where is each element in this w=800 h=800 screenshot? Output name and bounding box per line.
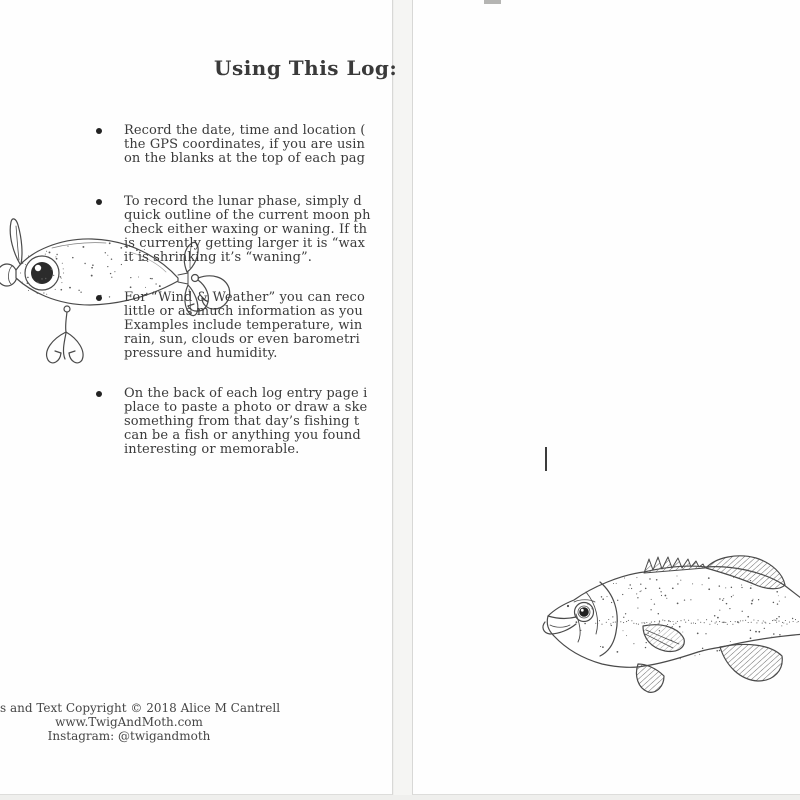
bullet-line: can be a fish or anything you found	[124, 428, 361, 444]
copyright-block	[0, 701, 281, 743]
fish-illustration	[540, 552, 800, 697]
bullet-line: place to paste a photo or draw a ske	[124, 399, 368, 415]
bullet-line: To record the lunar phase, simply d	[124, 193, 362, 209]
copyright-website: www.TwigAndMoth.com	[55, 715, 203, 729]
bullet-line: little or as much information as you	[124, 303, 363, 319]
bullet-line: it is shrinking it’s “waning”.	[124, 250, 312, 266]
lure-illustration	[0, 212, 260, 372]
bullet-line: is currently getting larger it is “wax	[124, 236, 366, 252]
bullet-line: On the back of each log entry page i	[124, 385, 368, 401]
text-cursor-artifact	[545, 447, 547, 471]
bullet-line: check either waxing or waning. If th	[124, 222, 368, 238]
bullet-line: Examples include temperature, win	[124, 318, 363, 334]
copyright-instagram: Instagram: @twigandmoth	[47, 729, 211, 743]
bullet-line: For “Wind & Weather” you can reco	[124, 289, 365, 305]
copyright-line: s and Text Copyright © 2018 Alice M Cantrell	[0, 701, 281, 715]
left-page	[0, 0, 393, 795]
bullet-line: rain, sun, clouds or even barometri	[124, 332, 360, 348]
bullet-line: something from that day’s fishing t	[124, 414, 360, 430]
bullet-line: interesting or memorable.	[124, 442, 300, 458]
bullet-line: pressure and humidity.	[124, 346, 278, 362]
top-edge-mark	[484, 0, 501, 4]
page-title: Using This Log:	[214, 56, 398, 80]
page-gap	[394, 0, 412, 795]
bullet-line: the GPS coordinates, if you are usin	[124, 137, 365, 153]
bullet-line: quick outline of the current moon ph	[124, 207, 371, 223]
bullet-line: Record the date, time and location (	[124, 123, 366, 138]
bullet-line: on the blanks at the top of each pag	[124, 151, 366, 167]
